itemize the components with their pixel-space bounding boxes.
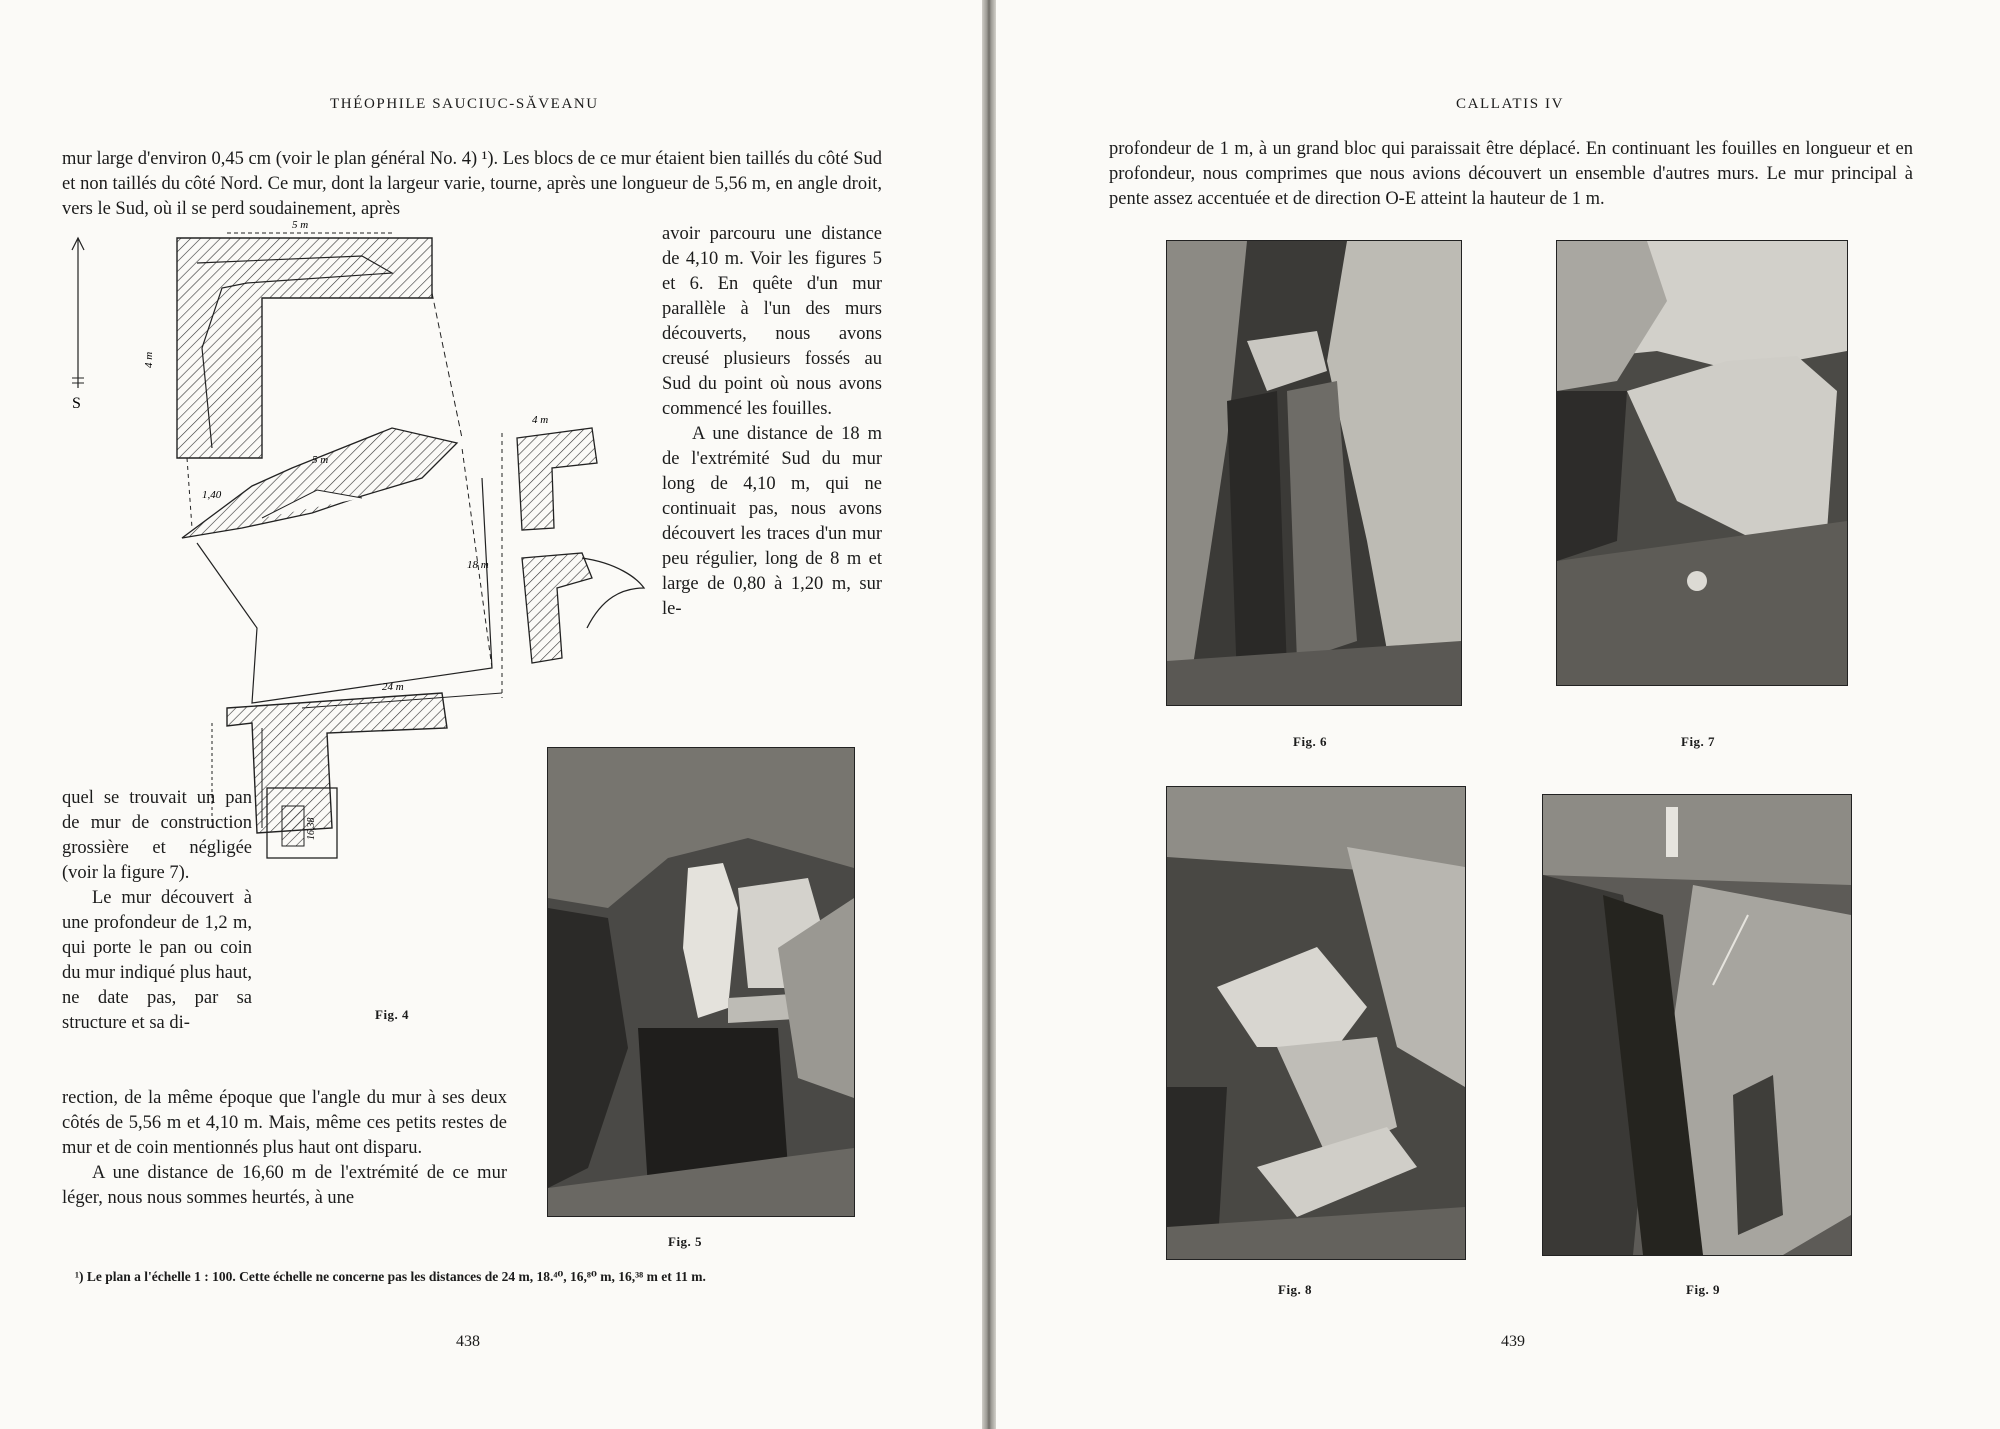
book-gutter: [982, 0, 996, 1429]
fig8-caption: Fig. 8: [1278, 1282, 1313, 1297]
paragraph-bottom-text-1: rection, de la même époque que l'angle du mur à ses deux côtés de 5,56 m et 4,10 m. Mais, même ces petits restes de mur et de coin mentionnés plus haut ont disparu.: [62, 1088, 507, 1158]
fig6-caption: Fig. 6: [1293, 734, 1328, 749]
plan-label: 1,40: [202, 489, 222, 501]
plan-label: 4 m: [143, 351, 155, 368]
column-left-text-1: quel se trouvait un pan de mur de construction grossière et négligée (voir la figure 7).: [62, 788, 252, 883]
page-number-left: 438: [456, 1333, 480, 1350]
plan-label: 4 m: [532, 414, 549, 426]
wall-segment-east-2: [522, 553, 592, 663]
paragraph-right: profondeur de 1 m, à un grand bloc qui paraissait être déplacé. En continuant les fouilles en longueur et en profondeur, nous comprimes que nous avions découvert un ensemble d'autres murs. Le mur principal à pente assez accentuée et de direction O-E atteint la hauteur de 1 m.: [1109, 139, 1913, 209]
fig8-photo: [1166, 786, 1466, 1260]
wall-corner-north: [177, 238, 432, 458]
plan-label: 5 m: [312, 454, 329, 466]
fig7-caption: Fig. 7: [1681, 734, 1716, 749]
fig7-photo: [1556, 240, 1848, 686]
fig5-caption: Fig. 5: [668, 1234, 703, 1249]
footnote: ¹) Le plan a l'échelle 1 : 100. Cette échelle ne concerne pas les distances de 24 m, 18.⁴⁰, 16,⁸⁰ m, 16,³⁸ m et 11 m.: [75, 1269, 706, 1284]
column-left: [62, 786, 252, 1036]
left-page: [0, 0, 982, 1429]
right-page: [996, 0, 2000, 1429]
plan-label: 24 m: [382, 681, 404, 693]
paragraph-top: mur large d'environ 0,45 cm (voir le plan général No. 4) ¹). Les blocs de ce mur étaient bien taillés du côté Sud et non taillés du côté Nord. Ce mur, dont la largeur varie, tourne, après une longueur de 5,56 m, en angle droit, vers le Sud, où il se perd soudainement, après: [62, 149, 882, 219]
running-head-right: CALLATIS IV: [1456, 96, 1565, 112]
north-letter: S: [72, 395, 81, 412]
fig9-photo: [1542, 794, 1852, 1256]
plan-label: 5 m: [292, 219, 309, 231]
plan-label: 16,38: [306, 817, 317, 840]
page-number-right: 439: [1501, 1333, 1525, 1350]
column-right-text-2: A une distance de 18 m de l'extrémité Sud du mur long de 4,10 m, qui ne continuait pas, nous avons découvert les traces d'un mur peu régulier, long de 8 m et large de 0,80 à 1,20 m, sur le-: [662, 424, 882, 619]
fig5-photo: [547, 747, 855, 1217]
fig9-caption: Fig. 9: [1686, 1282, 1721, 1297]
column-right: [662, 222, 882, 622]
paragraph-bottom: [62, 1086, 507, 1211]
paragraph-bottom-text-2: A une distance de 16,60 m de l'extrémité de ce mur léger, nous nous sommes heurtés, à une: [62, 1163, 507, 1208]
running-head-left: THÉOPHILE SAUCIUC-SĂVEANU: [330, 96, 599, 112]
fig6-photo: [1166, 240, 1462, 706]
column-left-text-2: Le mur découvert à une profondeur de 1,2 m, qui porte le pan ou coin du mur indiqué plus haut, ne date pas, par sa structure et sa di-: [62, 888, 252, 1033]
fig4-caption: Fig. 4: [375, 1007, 410, 1022]
north-arrow-icon: [72, 238, 84, 388]
column-right-text-1: avoir parcouru une distance de 4,10 m. Voir les figures 5 et 6. En quête d'un mur parallèle à l'un des murs découverts, nous avons creusé plusieurs fossés au Sud du point où nous avons commencé les fouilles.: [662, 224, 882, 419]
wall-segment-east: [517, 428, 597, 530]
plan-label: 18 m: [467, 559, 489, 571]
